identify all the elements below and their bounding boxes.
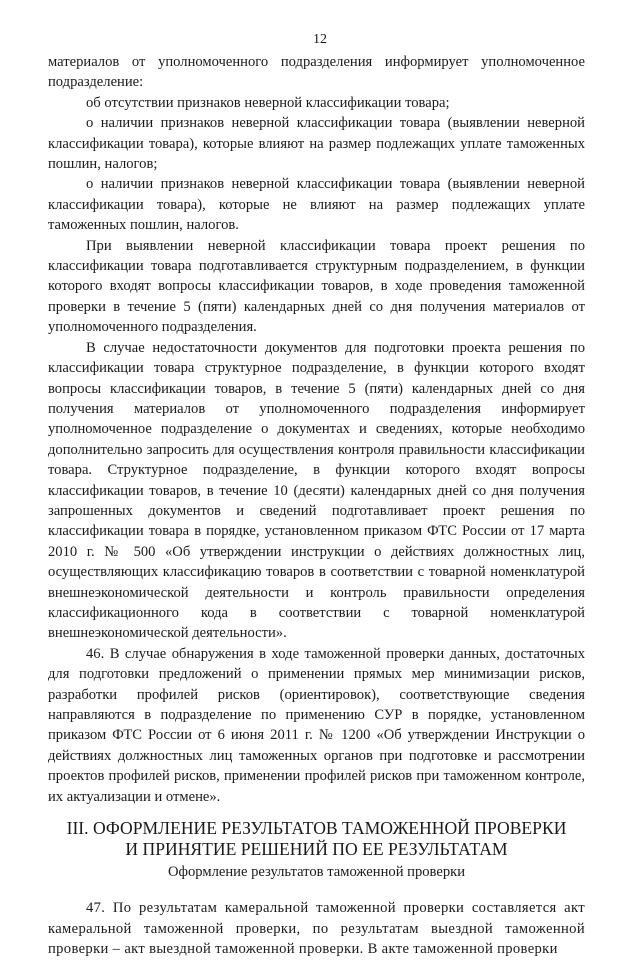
paragraph-group xyxy=(48,52,585,807)
section-heading-line-2: И ПРИНЯТИЕ РЕШЕНИЙ ПО ЕЕ РЕЗУЛЬТАТАМ xyxy=(125,839,508,860)
section-subheading: Оформление результатов таможенной проверки xyxy=(167,864,466,881)
paragraph: об отсутствии признаков неверной классификации товара; xyxy=(86,94,450,111)
paragraph: При выявлении неверной классификации товара проект решения по классификации товара подготавливается структурным подразделением, в функции которого входят вопросы классификации товаров, в ходе проведения таможенной проверки в течение 5 (пяти) календарных дней со дня получения материалов от уполномоченного подразделения. xyxy=(48,237,585,336)
paragraph: о наличии признаков неверной классификации товара (выявлении неверной классификации товара), которые не влияют на размер подлежащих уплате таможенных пошлин, налогов. xyxy=(48,176,585,234)
paragraph: В случае недостаточности документов для подготовки проекта решения по классификации товара структурное подразделение, в функции которого входят вопросы классификации товаров, в течение 5 (пяти) календарных дней со дня получения материалов от уполномоченного подразделения информирует уполномоченное подразделение о документах и сведениях, которые необходимо дополнительно запросить для осуществления контроля правильности классификации товара. Структурное подразделение, в функции которого входят вопросы классификации товаров, в течение 10 (десяти) календарных дней со дня получения запрошенных документов и сведений подготавливает проект решения по классификации товара в порядке, установленном приказом ФТС России от 17 марта 2010 г. № 500 «Об утверждении инструкции о действиях должностных лиц, осуществляющих классификацию товаров в соответствии с товарной номенклатурой внешнеэкономической деятельности и контроль правильности определения классификационного кода в соответствии с товарной номенклатурой внешнеэкономической деятельности». xyxy=(48,339,585,642)
paragraph: о наличии признаков неверной классификации товара (выявлении неверной классификации товара), которые влияют на размер подлежащих уплате таможенных пошлин, налогов; xyxy=(48,115,585,173)
page-number: 12 xyxy=(313,32,327,47)
paragraph: материалов от уполномоченного подразделения информирует уполномоченное подразделение: xyxy=(48,54,585,91)
section-heading-line-1: III. ОФОРМЛЕНИЕ РЕЗУЛЬТАТОВ ТАМОЖЕННОЙ ПРОВЕРКИ xyxy=(66,818,567,839)
document-body xyxy=(48,52,585,960)
paragraph: 46. В случае обнаружения в ходе таможенной проверки данных, достаточных для подготовки предложений о применении прямых мер минимизации рисков, разработки профилей рисков (ориентировок), соответствующие сведения направляются в подразделение по применению СУР в порядке, установленном приказом ФТС России от 6 июня 2011 г. № 1200 «Об утверждении Инструкции о действиях должностных лиц таможенных органов при подготовке и рассмотрении проектов профилей рисков, применении профилей рисков при таможенном контроле, их актуализации и отмене». xyxy=(48,645,585,805)
section-heading xyxy=(48,818,585,860)
paragraph-47: 47. По результатам камеральной таможенной проверки составляется акт камеральной таможенной проверки, по результатам выездной таможенной проверки – акт выездной таможенной проверки. В акте таможенной проверки xyxy=(48,900,585,958)
